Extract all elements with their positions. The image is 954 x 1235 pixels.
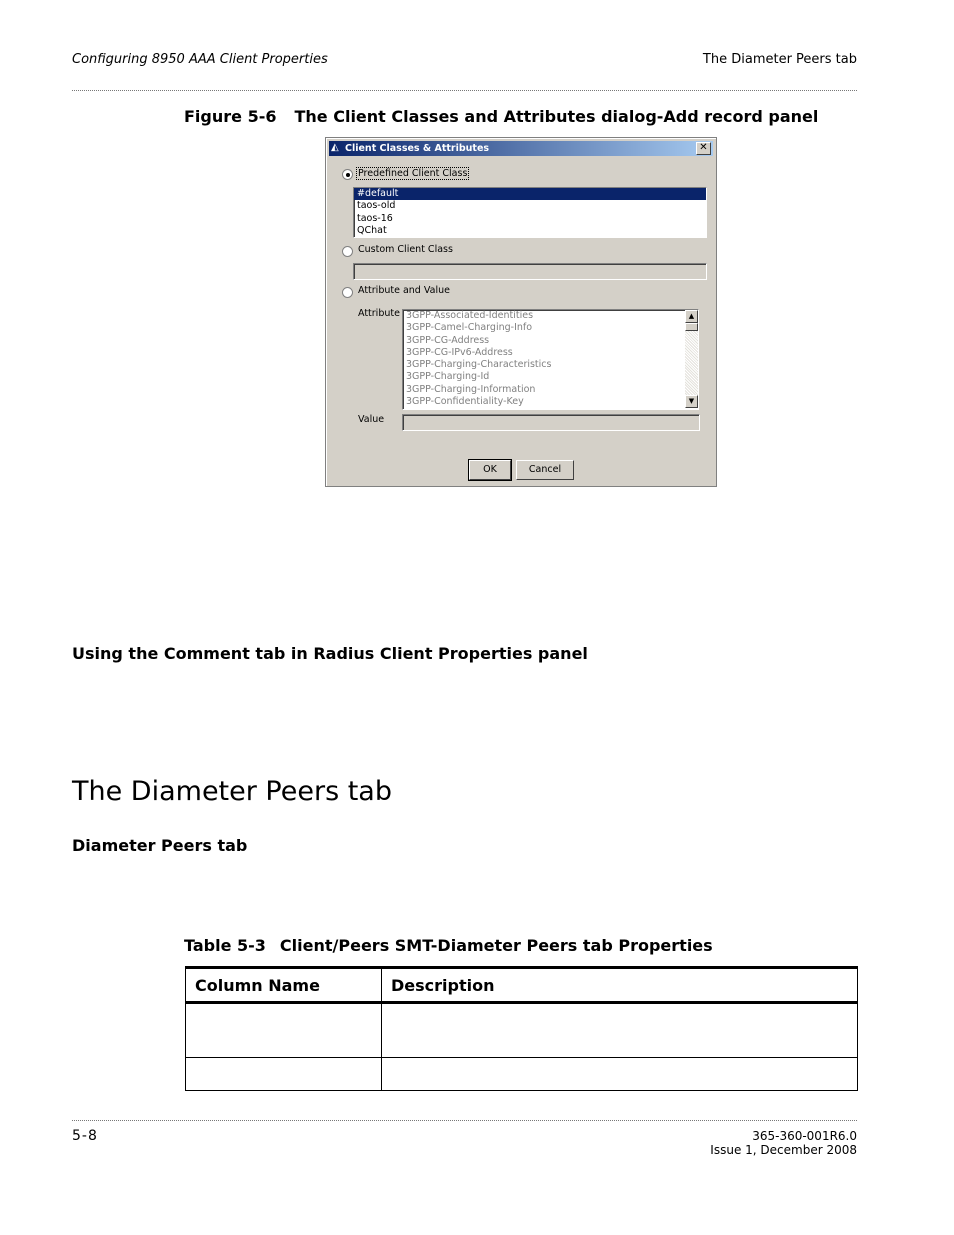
comment-tab-heading: Using the Comment tab in Radius Client Properties panel xyxy=(72,644,588,663)
properties-table xyxy=(185,966,858,1091)
list-item[interactable]: 3GPP-Charging-Characteristics xyxy=(406,359,552,371)
page-number: 5-8 xyxy=(72,1128,98,1144)
list-item[interactable]: 3GPP-Camel-Charging-Info xyxy=(406,322,533,334)
value-label: Value xyxy=(358,414,385,425)
attribute-scrollbar[interactable] xyxy=(685,310,698,408)
table-caption xyxy=(184,936,713,955)
issue-date: Issue 1, December 2008 xyxy=(710,1143,857,1157)
list-item[interactable]: 3GPP-Charging-Information xyxy=(406,383,536,395)
custom-label[interactable]: Custom Client Class xyxy=(358,244,453,255)
table-title: Client/Peers SMT-Diameter Peers tab Properties xyxy=(279,936,713,955)
predefined-radio[interactable] xyxy=(342,169,353,180)
section-title: The Diameter Peers tab xyxy=(72,776,392,807)
dialog-title: Client Classes & Attributes xyxy=(345,143,490,154)
attribute-list[interactable] xyxy=(402,309,699,410)
scroll-down-icon[interactable]: ▼ xyxy=(685,395,698,408)
dialog-titlebar xyxy=(329,141,713,156)
list-item[interactable]: 3GPP-Associated-Identities xyxy=(406,310,534,321)
figure-caption xyxy=(184,107,818,126)
custom-class-field[interactable] xyxy=(353,263,707,280)
list-item[interactable]: 3GPP-CG-Address xyxy=(406,334,490,346)
client-classes-dialog xyxy=(325,137,717,487)
column-header-description: Description xyxy=(382,968,858,1003)
close-icon[interactable]: ✕ xyxy=(696,142,711,155)
table-cell xyxy=(186,1058,382,1091)
running-header-left: Configuring 8950 AAA Client Properties xyxy=(72,52,328,67)
table-row xyxy=(186,1003,858,1058)
scroll-up-icon[interactable]: ▲ xyxy=(685,310,698,323)
value-field[interactable] xyxy=(402,414,700,431)
footer-rule xyxy=(72,1120,857,1121)
list-item[interactable]: 3GPP-CG-IPv6-Address xyxy=(406,346,513,358)
attribute-label: Attribute xyxy=(358,308,400,319)
diameter-peers-heading: Diameter Peers tab xyxy=(72,836,248,855)
predefined-class-list[interactable] xyxy=(353,187,707,238)
table-cell xyxy=(382,1003,858,1058)
predefined-label[interactable]: Predefined Client Class xyxy=(358,168,468,179)
list-item[interactable]: 3GPP-Charging-Id xyxy=(406,371,490,383)
list-item[interactable]: QChat xyxy=(357,224,387,236)
app-icon: ◭ xyxy=(331,142,339,153)
table-cell xyxy=(382,1058,858,1091)
running-header-right: The Diameter Peers tab xyxy=(702,52,857,67)
list-item[interactable]: taos-16 xyxy=(357,212,393,224)
table-row xyxy=(186,1058,858,1091)
header-rule xyxy=(72,90,857,91)
attribute-value-radio[interactable] xyxy=(342,287,353,298)
doc-number: 365-360-001R6.0 xyxy=(752,1129,857,1143)
ok-button[interactable]: OK xyxy=(469,460,511,480)
cancel-button[interactable]: Cancel xyxy=(516,460,574,480)
attribute-value-label[interactable]: Attribute and Value xyxy=(358,285,450,296)
footer-doc-info xyxy=(710,1129,857,1157)
figure-title: The Client Classes and Attributes dialog-Add record panel xyxy=(294,107,819,126)
list-item[interactable]: 3GPP-Confidentiality-Key xyxy=(406,396,524,408)
table-number: Table 5-3 xyxy=(184,936,266,955)
list-item[interactable]: #default xyxy=(354,188,706,200)
table-cell xyxy=(186,1003,382,1058)
list-item[interactable]: taos-old xyxy=(357,200,396,212)
scroll-thumb[interactable] xyxy=(685,323,698,331)
figure-number: Figure 5-6 xyxy=(184,107,277,126)
custom-radio[interactable] xyxy=(342,246,353,257)
column-header-name: Column Name xyxy=(186,968,382,1003)
